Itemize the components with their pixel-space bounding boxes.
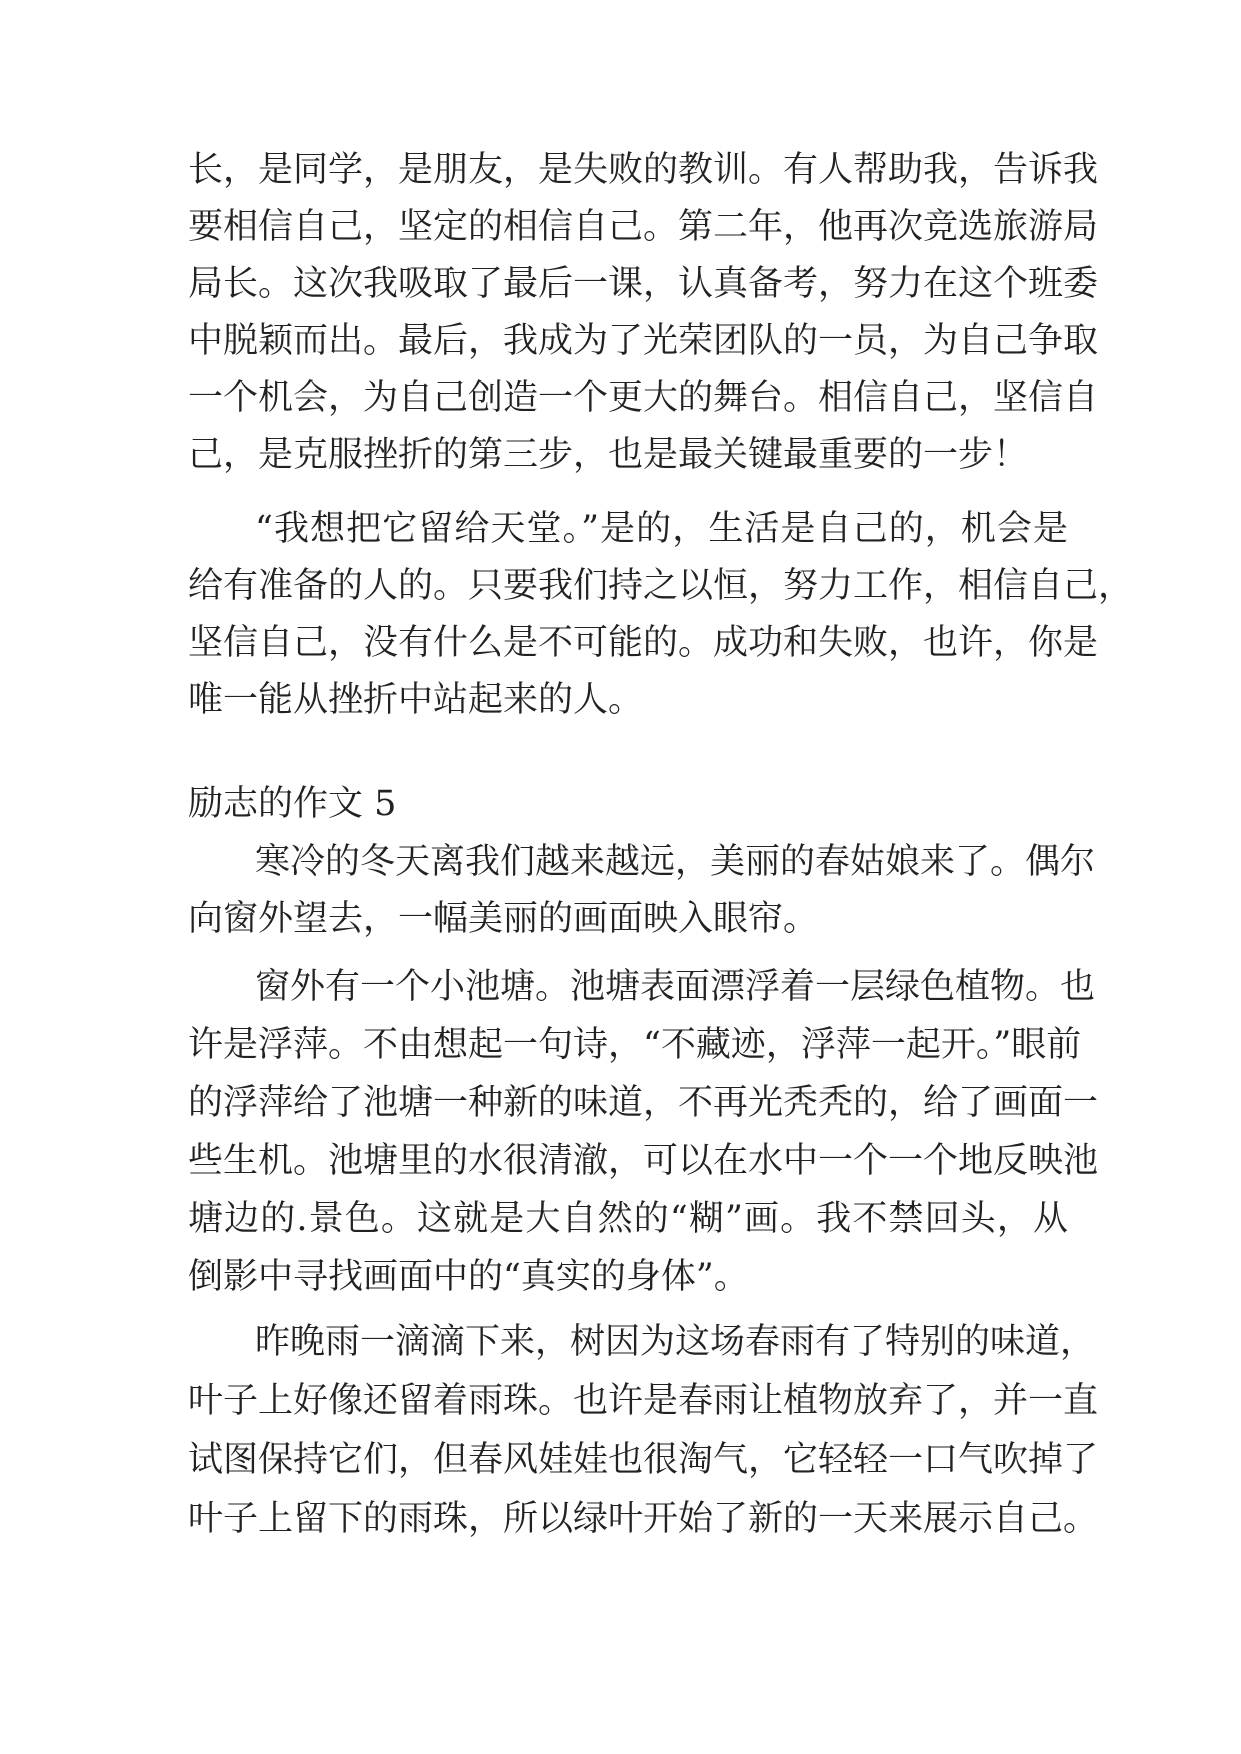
- paragraph-line: 倒影中寻找画面中的“真实的身体”。: [188, 1257, 749, 1297]
- paragraph-line: 叶子上留下的雨珠，所以绿叶开始了新的一天来展示自己。: [188, 1499, 1099, 1539]
- paragraph-line: 局长。这次我吸取了最后一课，认真备考，努力在这个班委: [188, 264, 1099, 304]
- paragraph-line: 唯一能从挫折中站起来的人。: [188, 680, 644, 720]
- paragraph-line: 己，是克服挫折的第三步，也是最关键最重要的一步！: [188, 435, 1029, 475]
- paragraph-line: 寒冷的冬天离我们越来越远，美丽的春姑娘来了。偶尔: [255, 842, 1096, 882]
- paragraph-line: 一个机会，为自己创造一个更大的舞台。相信自己，坚信自: [188, 378, 1099, 418]
- section-heading: 励志的作文 5: [188, 784, 397, 824]
- paragraph-line: 试图保持它们，但春风娃娃也很淘气，它轻轻一口气吹掉了: [188, 1440, 1099, 1480]
- paragraph-line: 昨晚雨一滴滴下来，树因为这场春雨有了特别的味道，: [255, 1322, 1096, 1362]
- paragraph-line: 许是浮萍。不由想起一句诗，“不藏迹，浮萍一起开。”眼前: [188, 1025, 1082, 1065]
- paragraph-line: 长，是同学，是朋友，是失败的教训。有人帮助我，告诉我: [188, 150, 1099, 190]
- paragraph-line: 中脱颖而出。最后，我成为了光荣团队的一员，为自己争取: [188, 321, 1099, 361]
- paragraph-line: 要相信自己，坚定的相信自己。第二年，他再次竞选旅游局: [188, 207, 1099, 247]
- paragraph-line: 叶子上好像还留着雨珠。也许是春雨让植物放弃了，并一直: [188, 1381, 1099, 1421]
- paragraph-line: 的浮萍给了池塘一种新的味道，不再光秃秃的，给了画面一: [188, 1083, 1099, 1123]
- paragraph-line: “我想把它留给天堂。”是的，生活是自己的，机会是: [255, 509, 1068, 549]
- paragraph-line: 窗外有一个小池塘。池塘表面漂浮着一层绿色植物。也: [255, 967, 1096, 1007]
- paragraph-line: 向窗外望去，一幅美丽的画面映入眼帘。: [188, 899, 819, 939]
- paragraph-line: 塘边的.景色。这就是大自然的“糊”画。我不禁回头，从: [188, 1199, 1068, 1239]
- paragraph-line: 些生机。池塘里的水很清澈，可以在水中一个一个地反映池: [188, 1141, 1099, 1181]
- paragraph-line: 坚信自己，没有什么是不可能的。成功和失败，也许，你是: [188, 623, 1099, 663]
- paragraph-line: 给有准备的人的。只要我们持之以恒，努力工作，相信自己，: [188, 566, 1134, 606]
